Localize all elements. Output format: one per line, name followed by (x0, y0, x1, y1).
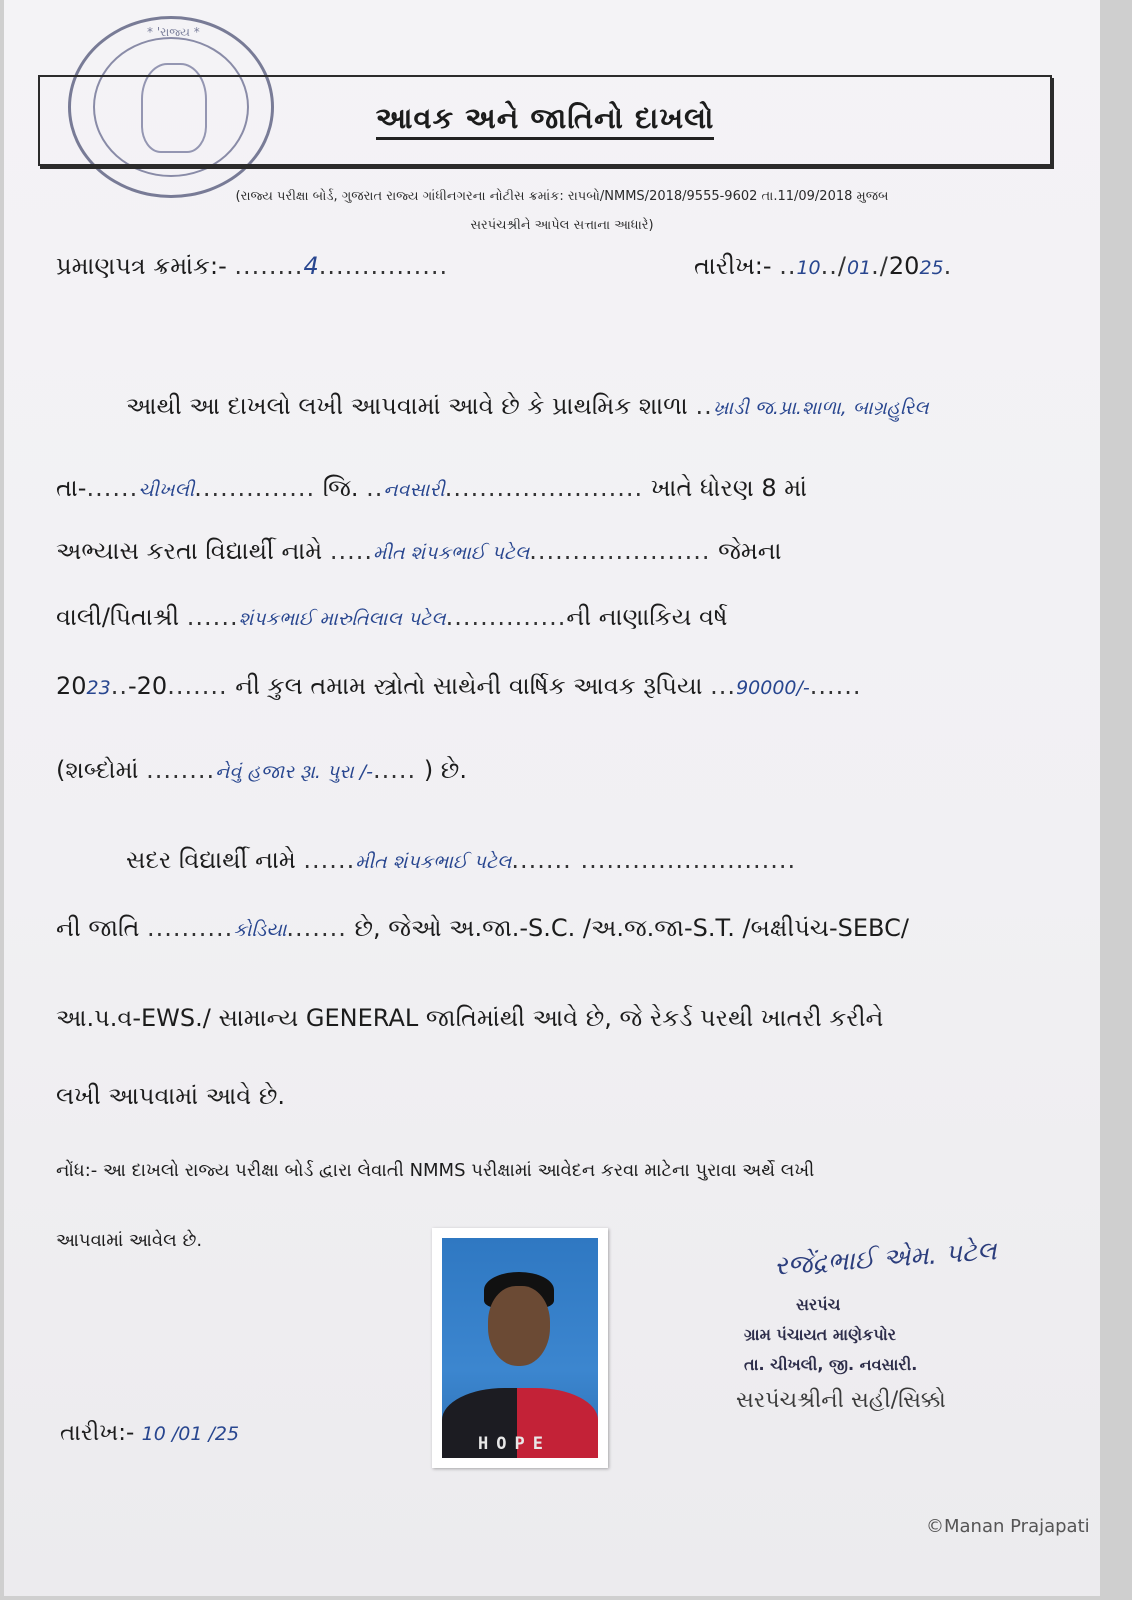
jemna-text: જેમના (718, 537, 782, 565)
cert-date-row: તારીખ:- ..10../01./2025. (694, 252, 953, 280)
sadar-name: મીત શંપકભાઈ પટેલ (355, 851, 512, 873)
body-line-1: આથી આ દાખલો લખી આપવામાં આવે છે કે પ્રાથમિક શાળા ..ખ્રાડી જ.પ્રા.શાળા, બાગ્રહુરિલ (126, 392, 929, 420)
panchayat-seal (744, 1290, 1064, 1380)
cert-number-value: 4 (303, 252, 319, 280)
body-line-2: તા-......ચીખલી.............. જિ. ..નવસારી....................... ખાતે ધોરણ 8 માં (56, 474, 808, 502)
body-line-4: વાલી/પિતાશ્રી ......શંપકભાઈ મારુતિલાલ પટેલ..............ની નાણાકિય વર્ષ (56, 603, 728, 631)
sarpanch-signature: રજેંદ્રભાઈ એમ. પટેલ (773, 1236, 998, 1282)
income-year-text: ની નાણાકિય વર્ષ (566, 603, 728, 631)
school-suffix: , બાગ્રહુરિલ (840, 397, 929, 419)
student-label: અભ્યાસ કરતા વિદ્યાર્થી નામે (56, 537, 323, 565)
copyright-watermark: ©Manan Prajapati (926, 1516, 1090, 1537)
footer-date-label: તારીખ:- (60, 1420, 135, 1446)
cert-date-label: તારીખ:- (694, 252, 772, 280)
caste-value: કોડિયા (233, 919, 287, 941)
shirt-text: HOPE (478, 1434, 551, 1454)
income-amount: 90000/- (736, 677, 810, 699)
cert-number-row: પ્રમાણપત્ર ક્રમાંક:- ........4............... (56, 252, 449, 280)
body-line-9: આ.પ.વ-EWS./ સામાન્ય GENERAL જાતિમાંથી આવે છે, જે રેકર્ડ પરથી ખાતરી કરીને (56, 1004, 884, 1032)
stamp-text: * 'રાજ્ય * (147, 25, 200, 39)
words-label: (શબ્દોમાં (56, 756, 139, 784)
year-prefix: 20 (56, 672, 87, 700)
note-line-1: નોંધ:- આ દાખલો રાજ્ય પરીક્ષા બોર્ડ દ્વારા લેવાતી NMMS પરીક્ષામાં આવેદન કરવા માટેના પુરાવા અર્થે લખી (56, 1160, 815, 1181)
body-line-8: ની જાતિ ..........કોડિયા....... છે, જેઓ અ.જા.-S.C. /અ.જ.જા-S.T. /બક્ષીપંચ-SEBC/ (56, 914, 909, 942)
caste-options: છે, જેઓ અ.જા.-S.C. /અ.જ.જા-S.T. /બક્ષીપંચ-SEBC/ (354, 914, 909, 942)
note-line-2: આપવામાં આવેલ છે. (56, 1230, 203, 1251)
standard-text: ખાતે ધોરણ 8 માં (650, 474, 808, 502)
notice-reference: (રાજ્ય પરીક્ષા બોર્ડ, ગુજરાત રાજ્ય ગાંધીનગરના નોટીસ ક્રમાંક: રાપબો/NMMS/2018/9555-9602 તા.11/09/2018 મુજબ સરપંચશ્રીને આપેલ સત્તાના આધારે) (235, 189, 889, 233)
cert-date-year-prefix: 20 (888, 252, 920, 280)
district-label: જિ. (322, 474, 359, 502)
seal-line-2: ગ્રામ પંચાયત માણેકપોર (744, 1325, 896, 1344)
photo-background (442, 1238, 598, 1458)
income-text: ની કુલ તમામ સ્ત્રોતો સાથેની વાર્ષિક આવક રૂપિયા (235, 672, 703, 700)
body-line-5: 2023..-20....... ની કુલ તમામ સ્ત્રોતો સાથેની વાર્ષિક આવક રૂપિયા ...90000/-...... (56, 672, 862, 700)
closing-line: લખી આપવામાં આવે છે. (56, 1082, 286, 1110)
school-name: ખ્રાડી જ.પ્રા.શાળા (712, 397, 841, 419)
district-value: નવસારી (383, 479, 445, 501)
cert-date-year-suffix: 25 (919, 257, 944, 279)
guardian-label: વાલી/પિતાશ્રી (56, 603, 180, 631)
body-line-6: (શબ્દોમાં ........નેવું હજાર રૂા. પુરા /-..... ) છે. (56, 756, 467, 784)
year-end: -20 (128, 672, 168, 700)
body-intro-text: આથી આ દાખલો લખી આપવામાં આવે છે કે પ્રાથમિક શાળા (126, 392, 688, 420)
title-box (38, 75, 1052, 166)
words-end: ) છે. (423, 756, 467, 784)
certificate-paper (4, 0, 1100, 1596)
seal-line-3: તા. ચીખલી, જી. નવસારી. (744, 1355, 918, 1374)
cert-date-day: 10 (796, 257, 821, 279)
seal-line-1: સરપંચ (796, 1295, 841, 1314)
sadar-label: સદર વિદ્યાર્થી નામે (126, 846, 296, 874)
taluka-label: તા- (56, 474, 87, 502)
body-line-7: સદર વિદ્યાર્થી નામે ......મીત શંપકભાઈ પટેલ....... ......................... (126, 846, 797, 874)
footer-date (60, 1420, 239, 1446)
student-photo (432, 1228, 608, 1468)
student-name: મીત શંપકભાઈ પટેલ (373, 542, 530, 564)
body-line-3: અભ્યાસ કરતા વિદ્યાર્થી નામે .....મીત શંપકભાઈ પટેલ..................... જેમના (56, 537, 782, 565)
income-words: નેવું હજાર રૂા. પુરા /- (215, 761, 374, 783)
year-written: 23 (86, 677, 111, 699)
document-title: આવક અને જાતિનો દાખલો (40, 101, 1050, 136)
photo-face (488, 1286, 550, 1366)
guardian-name: શંપકભાઈ મારુતિલાલ પટેલ (238, 608, 446, 630)
taluka-value: ચીખલી (138, 479, 195, 501)
footer-date-value: 10 /01 /25 (141, 1423, 240, 1445)
cert-number-label: પ્રમાણપત્ર ક્રમાંક:- (56, 252, 227, 280)
cert-date-month: 01 (846, 257, 872, 279)
caste-label: ની જાતિ (56, 914, 140, 942)
signature-caption: સરપંચશ્રીની સહી/સિક્કો (736, 1388, 946, 1413)
